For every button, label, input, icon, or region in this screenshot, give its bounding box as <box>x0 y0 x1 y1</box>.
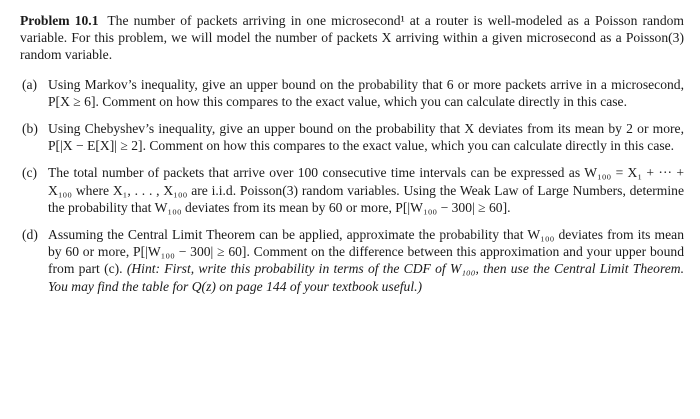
problem-intro-text: The number of packets arriving in one microsecond¹ at a router is well-modeled as a Poisson random variable. For this problem, we will model the number of packets X arriving within a given microsecond as a Poisson(3) random variable. <box>20 13 684 63</box>
part-b-body: Using Chebyshev’s inequality, give an upper bound on the probability that X deviates from its mean by 2 or more, P[|X − E[X]| ≥ 2]. Comment on how this compares to the exact value, which you can calculate directly in this case. <box>48 121 684 154</box>
part-a-label: (a) <box>22 76 38 92</box>
part-d-label: (d) <box>22 227 38 243</box>
part-a-body: Using Markov’s inequality, give an upper bound on the probability that 6 or more packets arrive in a microsecond, P[X ≥ 6]. Comment on how this compares to the exact value, which you can calculate directly in this case. <box>48 76 684 109</box>
part-d <box>20 226 684 295</box>
problem-intro <box>20 12 684 64</box>
part-a <box>20 76 684 110</box>
part-d-text <box>48 226 684 295</box>
part-d-hint: (Hint: First, write this probability in terms of the CDF of W₁₀₀, then use the Central Limit Theorem. You may find the table for Q(z) on page 144 of your textbook useful.) <box>48 261 684 294</box>
part-b <box>20 120 684 154</box>
problem-label: Problem 10.1 <box>20 13 99 28</box>
part-c-body: The total number of packets that arrive over 100 consecutive time intervals can be expressed as W₁₀₀ = X₁ + ··· + X₁₀₀ where X₁, . . . , X₁₀₀ are i.i.d. Poisson(3) random variables. Using the Weak Law of Large Numbers, determine the probability that W₁₀₀ deviates from its mean by 60 or more, P[|W₁₀₀ − 300| ≥ 60]. <box>48 165 684 215</box>
part-b-text <box>48 120 684 154</box>
problem-document <box>20 12 684 305</box>
part-b-label: (b) <box>22 121 38 137</box>
part-a-text <box>48 76 684 110</box>
part-d-body: Assuming the Central Limit Theorem can be applied, approximate the probability that W₁₀₀ deviates from its mean by 60 or more, P[|W₁₀₀ − 300| ≥ 60]. Comment on the difference between this approximation and your upper bound from part (c). <box>48 227 684 277</box>
part-c <box>20 164 684 216</box>
part-c-label: (c) <box>22 165 38 181</box>
part-c-text <box>48 164 684 216</box>
